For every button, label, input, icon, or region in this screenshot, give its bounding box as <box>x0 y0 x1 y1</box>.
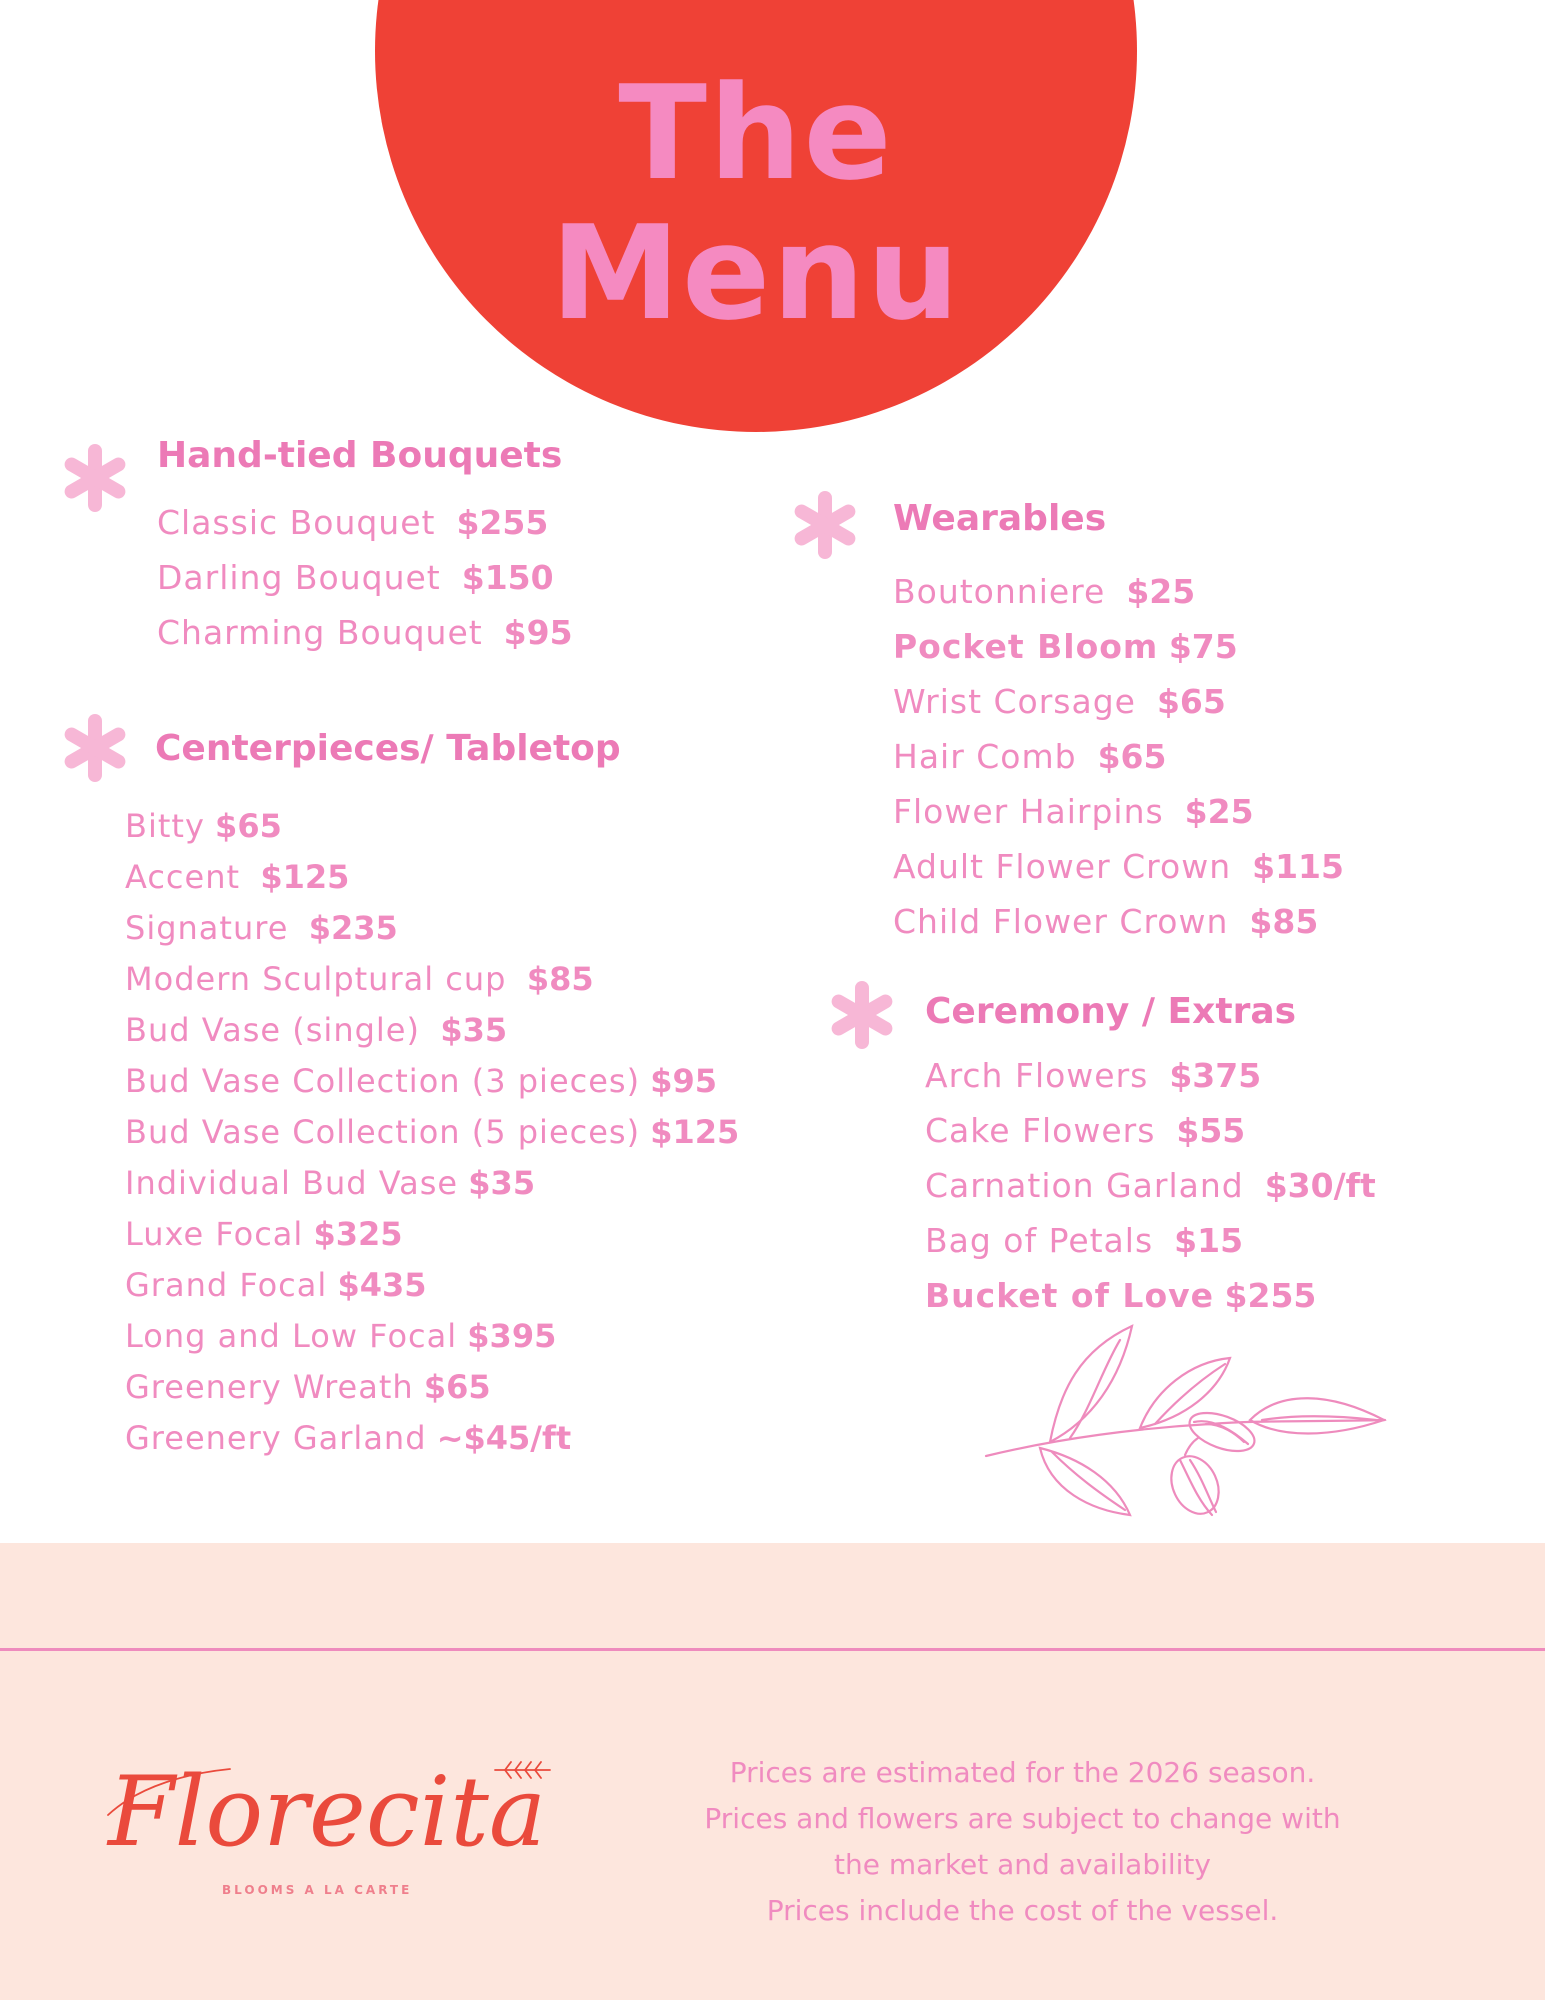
menu-item <box>125 1260 739 1311</box>
item-name: Pocket Bloom <box>893 627 1159 666</box>
item-price: $95 <box>650 1062 718 1100</box>
item-name: Individual Bud Vase <box>125 1164 459 1202</box>
item-price: $65 <box>215 807 282 845</box>
menu-item <box>125 1005 739 1056</box>
item-price: $65 <box>1156 682 1226 721</box>
centerpieces-list <box>125 801 739 1464</box>
item-name: Bucket of Love <box>925 1276 1215 1315</box>
item-price: $435 <box>337 1266 427 1304</box>
leaf-sprig-illustration <box>980 1320 1400 1530</box>
menu-item <box>125 903 739 954</box>
item-name: Boutonniere <box>893 572 1106 611</box>
item-name: Hair Comb <box>893 737 1077 776</box>
item-name: Bud Vase Collection (5 pieces) <box>125 1113 641 1151</box>
item-price: $25 <box>1184 792 1254 831</box>
item-name: Bud Vase Collection (3 pieces) <box>125 1062 641 1100</box>
item-price: $115 <box>1252 847 1344 886</box>
menu-item <box>893 839 1344 894</box>
item-name: Wrist Corsage <box>893 682 1136 721</box>
item-name: Cake Flowers <box>925 1111 1156 1150</box>
pricing-notes <box>640 1750 1405 1934</box>
item-price: $35 <box>440 1011 508 1049</box>
menu-item <box>893 894 1344 949</box>
ceremony-list <box>925 1048 1376 1323</box>
menu-item <box>893 564 1344 619</box>
menu-item <box>125 1362 739 1413</box>
menu-item <box>125 1107 739 1158</box>
item-price: $85 <box>526 960 594 998</box>
item-price: $35 <box>468 1164 536 1202</box>
item-price: $375 <box>1169 1056 1262 1095</box>
menu-item <box>125 1056 739 1107</box>
menu-item <box>893 674 1344 729</box>
section-heading-hand-tied: Hand-tied Bouquets <box>157 435 563 476</box>
menu-item <box>893 729 1344 784</box>
menu-item <box>125 1209 739 1260</box>
asterisk-icon <box>785 485 865 565</box>
menu-item <box>925 1268 1376 1323</box>
item-price: $25 <box>1126 572 1196 611</box>
item-name: Adult Flower Crown <box>893 847 1232 886</box>
item-price: $15 <box>1174 1221 1244 1260</box>
menu-item <box>157 495 573 550</box>
menu-item <box>925 1048 1376 1103</box>
menu-item <box>925 1103 1376 1158</box>
menu-item <box>125 1158 739 1209</box>
hand-tied-list <box>157 495 573 660</box>
menu-item <box>925 1158 1376 1213</box>
note-line: the market and availability <box>834 1848 1211 1881</box>
page-title-line-2: Menu <box>550 197 962 349</box>
item-price: $395 <box>467 1317 557 1355</box>
menu-item <box>893 619 1344 674</box>
item-price: $65 <box>1097 737 1167 776</box>
item-name: Long and Low Focal <box>125 1317 458 1355</box>
section-heading-wearables: Wearables <box>893 498 1107 539</box>
note-line: Prices and flowers are subject to change with <box>704 1802 1341 1835</box>
menu-item <box>125 852 739 903</box>
section-heading-ceremony: Ceremony / Extras <box>925 991 1297 1032</box>
item-price: $235 <box>308 909 398 947</box>
item-name: Grand Focal <box>125 1266 328 1304</box>
asterisk-icon <box>822 975 902 1055</box>
asterisk-icon <box>55 438 135 518</box>
item-name: Signature <box>125 909 289 947</box>
item-price: $125 <box>650 1113 740 1151</box>
item-name: Child Flower Crown <box>893 902 1229 941</box>
item-name: Greenery Garland <box>125 1419 427 1457</box>
menu-item <box>157 605 573 660</box>
item-price: $30/ft <box>1264 1166 1376 1205</box>
item-price: $255 <box>1224 1276 1317 1315</box>
menu-item <box>125 954 739 1005</box>
item-name: Flower Hairpins <box>893 792 1164 831</box>
florecita-logo <box>100 1725 560 1895</box>
item-name: Luxe Focal <box>125 1215 304 1253</box>
item-price: $150 <box>461 558 554 597</box>
menu-item <box>893 784 1344 839</box>
logo-wordmark: Florecita <box>108 1756 547 1868</box>
wearables-list <box>893 564 1344 949</box>
note-line: Prices include the cost of the vessel. <box>766 1894 1279 1927</box>
item-name: Bag of Petals <box>925 1221 1154 1260</box>
note-line: Prices are estimated for the 2026 season. <box>729 1756 1316 1789</box>
item-price: $125 <box>260 858 350 896</box>
menu-item <box>125 1413 739 1464</box>
item-price: $325 <box>313 1215 403 1253</box>
item-price: $75 <box>1168 627 1238 666</box>
item-name: Classic Bouquet <box>157 503 436 542</box>
logo-tagline: BLOOMS A LA CARTE <box>222 1883 413 1897</box>
item-price: $65 <box>423 1368 491 1406</box>
item-price: $55 <box>1176 1111 1246 1150</box>
item-name: Bitty <box>125 807 205 845</box>
item-name: Bud Vase (single) <box>125 1011 420 1049</box>
item-name: Carnation Garland <box>925 1166 1244 1205</box>
item-name: Charming Bouquet <box>157 613 483 652</box>
asterisk-icon <box>55 708 135 788</box>
page-title-line-1: The <box>618 57 894 209</box>
item-price: ~$45/ft <box>436 1419 572 1457</box>
item-name: Arch Flowers <box>925 1056 1149 1095</box>
menu-item <box>125 1311 739 1362</box>
item-price: $85 <box>1249 902 1319 941</box>
section-heading-centerpieces: Centerpieces/ Tabletop <box>155 728 621 769</box>
item-price: $95 <box>503 613 573 652</box>
menu-item <box>157 550 573 605</box>
item-name: Modern Sculptural cup <box>125 960 507 998</box>
item-name: Greenery Wreath <box>125 1368 414 1406</box>
item-price: $255 <box>456 503 549 542</box>
menu-item <box>925 1213 1376 1268</box>
menu-item <box>125 801 739 852</box>
footer-divider <box>0 1648 1545 1651</box>
item-name: Accent <box>125 858 241 896</box>
item-name: Darling Bouquet <box>157 558 441 597</box>
